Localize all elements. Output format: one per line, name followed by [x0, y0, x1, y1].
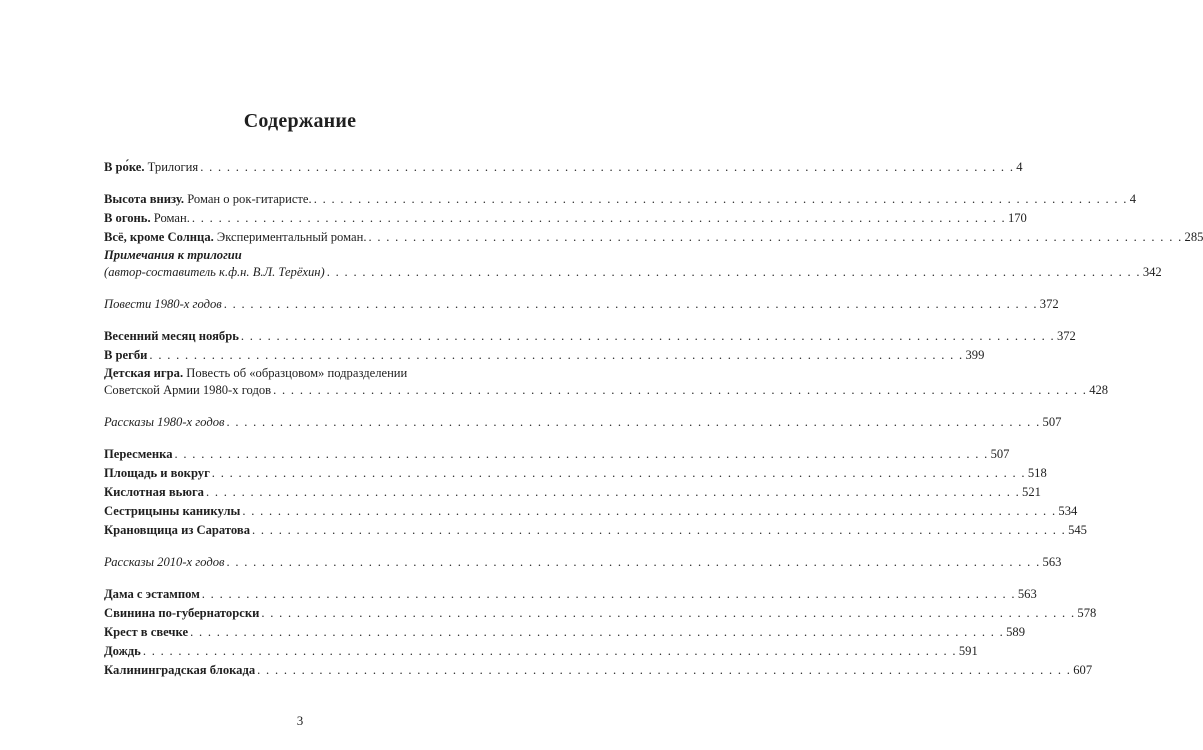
toc-entry-subtitle: Повесть об «образцовом» подразделении [183, 366, 408, 380]
toc-entry-title [104, 464, 210, 483]
toc-entry [104, 585, 1037, 604]
toc-entry-heading: Площадь и вокруг [104, 466, 210, 480]
toc-page-number: 372 [1056, 329, 1076, 343]
toc-entry-title [104, 228, 366, 247]
toc-entry [104, 413, 1062, 432]
toc-entry-heading: В регби [104, 348, 148, 362]
toc-entry-heading: Пересменка [104, 447, 173, 461]
toc-entry-heading: Всё, кроме Солнца. [104, 230, 214, 244]
dot-leader [226, 413, 1040, 432]
toc-page-number: 507 [990, 447, 1010, 461]
toc-page-number: 428 [1089, 383, 1109, 397]
dot-leader [257, 661, 1071, 680]
toc-entry [104, 158, 1023, 177]
toc-page-number: 607 [1073, 663, 1093, 677]
toc-entry [104, 228, 1203, 247]
toc-entry-heading: Примечания к трилогии [104, 248, 242, 262]
toc-entry-title [104, 346, 147, 365]
toc-entry-title [104, 483, 204, 502]
toc-entry-heading: Детская игра. [104, 366, 184, 380]
dot-leader [226, 553, 1040, 572]
toc-entry [104, 502, 1078, 521]
toc-entry [104, 483, 1041, 502]
toc-entry-title [104, 661, 255, 680]
dot-leader [261, 604, 1075, 623]
toc-entry [104, 381, 1109, 400]
dot-leader [314, 190, 1128, 209]
toc-entry-heading: Свинина по-губернаторски [104, 606, 260, 620]
toc-page-number: 591 [958, 644, 978, 658]
toc-entry [104, 445, 1010, 464]
dot-leader [192, 209, 1006, 228]
toc-entry-title [104, 381, 271, 400]
toc-entry-title [104, 521, 250, 540]
toc-entry-subtitle: Экспериментальный роман. [213, 230, 367, 244]
dot-leader [206, 483, 1020, 502]
dot-leader [200, 158, 1014, 177]
toc-entry-title [104, 642, 141, 661]
toc-entry [104, 209, 1027, 228]
toc-entry-heading: В ро́ке. [104, 160, 145, 174]
table-of-contents [104, 158, 1203, 680]
toc-entry-title [104, 623, 188, 642]
toc-entry-heading: Сестрицыны каникулы [104, 504, 241, 518]
toc-entry-title [104, 604, 259, 623]
page-title: Содержание [243, 110, 357, 132]
toc-entry-heading: Дождь [104, 644, 141, 658]
toc-entry-heading: Весенний месяц ноябрь [104, 329, 239, 343]
toc-entry-title [104, 209, 190, 228]
toc-entry-title [104, 327, 239, 346]
dot-leader [368, 228, 1182, 247]
toc-entry-heading: Кислотная вьюга [104, 485, 204, 499]
toc-entry [104, 295, 1059, 314]
dot-leader [190, 623, 1004, 642]
toc-page-number: 534 [1058, 504, 1078, 518]
toc-entry [104, 553, 1062, 572]
toc-page-number: 4 [1129, 192, 1137, 206]
dot-leader [212, 464, 1026, 483]
toc-entry-heading: Дама с эстампом [104, 587, 200, 601]
toc-entry-subtitle: Советской Армии 1980-х годов [104, 383, 272, 397]
toc-entry [104, 327, 1076, 346]
toc-entry [104, 623, 1026, 642]
toc-entry-title [104, 247, 242, 263]
toc-entry-subtitle: Роман. [150, 211, 190, 225]
dot-leader [242, 502, 1056, 521]
page-number: 3 [296, 713, 304, 728]
toc-entry-heading: Крановщица из Саратова [104, 523, 250, 537]
dot-leader [252, 521, 1066, 540]
dot-leader [175, 445, 989, 464]
dot-leader [224, 295, 1038, 314]
toc-entry-heading: Крест в свечке [104, 625, 189, 639]
toc-page-number: 342 [1142, 265, 1162, 279]
toc-entry-heading: Калининградская блокада [104, 663, 256, 677]
toc-page-number: 285 [1184, 230, 1203, 244]
toc-entry [104, 365, 488, 381]
toc-entry-heading: Высота внизу. [104, 192, 185, 206]
toc-entry-heading: Рассказы 1980-х годов [104, 415, 225, 429]
toc-entry [104, 247, 488, 263]
toc-entry [104, 263, 1162, 282]
toc-entry-title [104, 553, 224, 572]
toc-page-number: 507 [1042, 415, 1062, 429]
toc-entry-title [104, 413, 224, 432]
dot-leader [143, 642, 957, 661]
dot-leader [241, 327, 1055, 346]
toc-entry-heading: (автор-составитель к.ф.н. В.Л. Терёхин) [104, 265, 325, 279]
toc-entry-title [104, 585, 200, 604]
toc-page-number: 589 [1006, 625, 1026, 639]
toc-entry [104, 190, 1137, 209]
dot-leader [149, 346, 963, 365]
toc-entry-subtitle: Трилогия [144, 160, 199, 174]
toc-entry-title [104, 158, 198, 177]
dot-leader [327, 263, 1141, 282]
toc-page-number: 563 [1042, 555, 1062, 569]
toc-entry [104, 521, 1087, 540]
toc-entry [104, 642, 978, 661]
toc-page-number: 578 [1077, 606, 1097, 620]
toc-entry-title [104, 502, 240, 521]
dot-leader [273, 381, 1087, 400]
toc-entry-title [104, 295, 222, 314]
toc-entry [104, 604, 1097, 623]
toc-page-number: 4 [1016, 160, 1023, 174]
toc-entry-subtitle: Роман о рок-гитаристе. [184, 192, 312, 206]
toc-page-number: 170 [1007, 211, 1027, 225]
toc-page-number: 521 [1022, 485, 1041, 499]
toc-entry [104, 346, 985, 365]
toc-page-number: 372 [1039, 297, 1059, 311]
toc-page-number: 563 [1017, 587, 1037, 601]
dot-leader [202, 585, 1016, 604]
toc-page-number: 518 [1027, 466, 1047, 480]
toc-entry [104, 661, 1093, 680]
toc-entry-title [104, 263, 325, 282]
toc-entry-heading: В огонь. [104, 211, 151, 225]
toc-entry-title [104, 445, 173, 464]
toc-page-number: 399 [965, 348, 985, 362]
toc-entry-heading: Рассказы 2010-х годов [104, 555, 225, 569]
toc-entry-heading: Повести 1980-х годов [104, 297, 222, 311]
toc-entry [104, 464, 1047, 483]
toc-entry-title [104, 365, 407, 381]
toc-page-number: 545 [1068, 523, 1087, 537]
toc-entry-title [104, 190, 312, 209]
